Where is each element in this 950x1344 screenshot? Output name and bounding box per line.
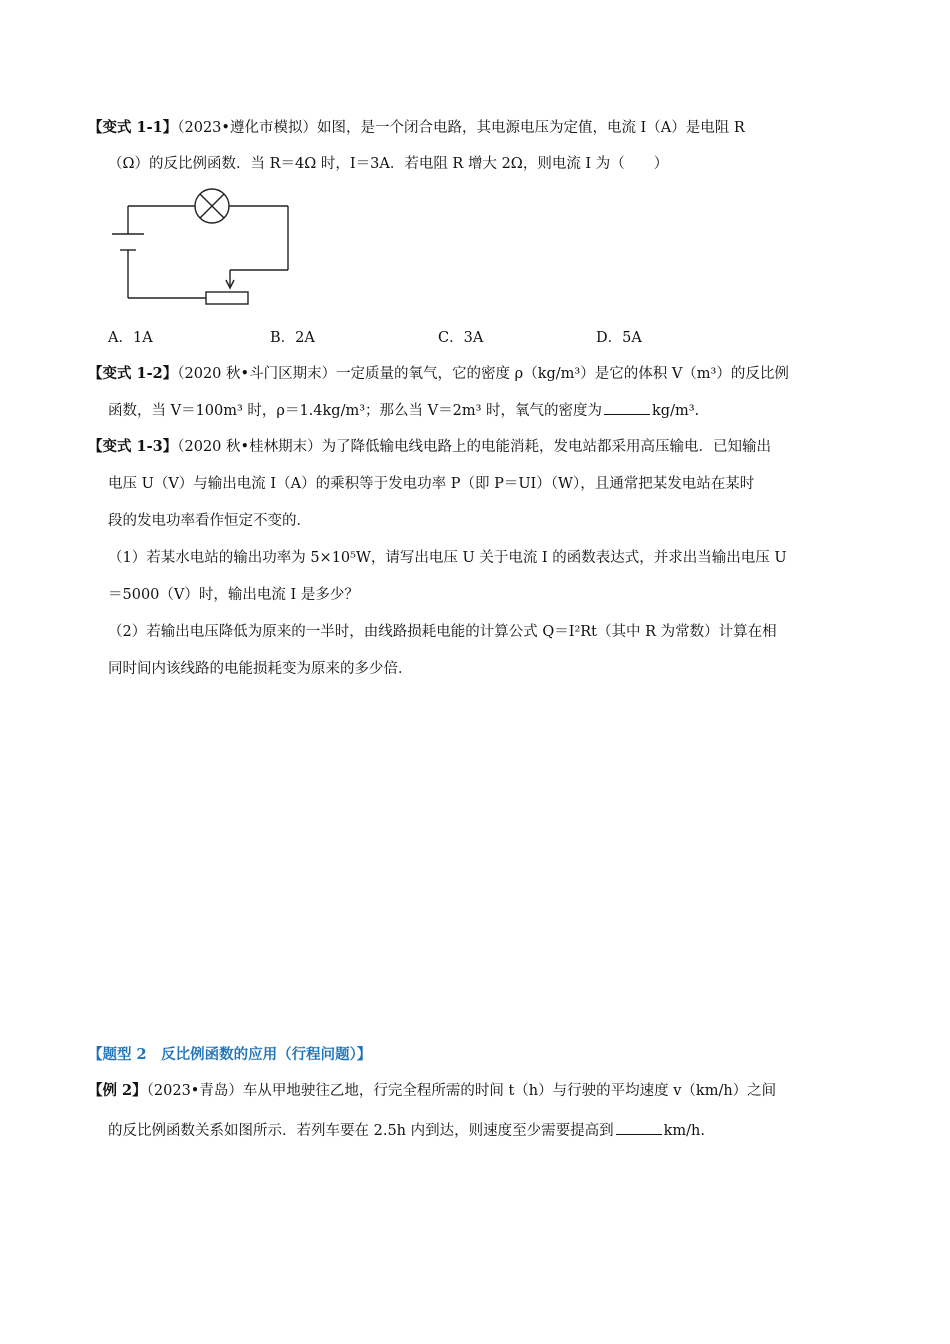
rheostat-icon (206, 292, 248, 304)
variant-1-3-question-1a: （1）若某水电站的输出功率为 5×10⁵W，请写出电压 U 关于电流 I 的函数表达式，并求出当输出电压 U (108, 550, 787, 566)
variant-1-2-text-2a: 函数，当 V＝100m³ 时，ρ＝1.4kg/m³；那么当 V＝2m³ 时，氧气的密度为 (108, 403, 603, 419)
option-b[interactable]: B．2A (270, 330, 315, 346)
variant-1-3-tag: 【变式 1-3】 (88, 438, 178, 455)
variant-1-1-line-1 (88, 118, 745, 138)
circuit-diagram (108, 186, 298, 308)
example-2-text-1: （2023•青岛）车从甲地驶往乙地，行完全程所需的时间 t（h）与行驶的平均速度 v（km/h）之间 (146, 1083, 777, 1099)
option-a[interactable]: A．1A (108, 330, 153, 346)
variant-1-3-question-2b: 同时间内该线路的电能损耗变为原来的多少倍． (108, 661, 413, 677)
variant-1-3-line-3: 段的发电功率看作恒定不变的． (108, 513, 311, 529)
variant-1-2-line-2 (108, 400, 699, 421)
variant-1-3-line-1 (88, 437, 771, 457)
variant-1-2-text-2b: kg/m³. (652, 403, 700, 419)
variant-1-2-tag: 【变式 1-2】 (88, 365, 178, 382)
example-2-tag: 【例 2】 (88, 1082, 147, 1099)
section-heading: 【题型 2 反比例函数的应用（行程问题）】 (88, 1046, 372, 1063)
example-2-text-2a: 的反比例函数关系如图所示．若列车要在 2.5h 内到达，则速度至少需要提高到 (108, 1123, 614, 1139)
option-d[interactable]: D．5A (596, 330, 642, 346)
example-2-line-2 (108, 1120, 705, 1141)
variant-1-2-line-1 (88, 364, 789, 384)
variant-1-1-line-2: （Ω）的反比例函数．当 R＝4Ω 时，I＝3A．若电阻 R 增大 2Ω，则电流 I 为（ ） (108, 156, 669, 172)
variant-1-2-text-1: （2020 秋•斗门区期末）一定质量的氧气，它的密度 ρ（kg/m³）是它的体积 V（m³）的反比例 (177, 366, 789, 382)
answer-blank[interactable] (604, 400, 650, 415)
option-c[interactable]: C．3A (438, 330, 484, 346)
variant-1-3-line-2: 电压 U（V）与输出电流 I（A）的乘积等于发电功率 P（即 P＝UI）（W），且通常把某发电站在某时 (108, 476, 755, 492)
variant-1-3-text-1: （2020 秋•桂林期末）为了降低输电线电路上的电能消耗，发电站都采用高压输电．已知输出 (177, 439, 772, 455)
example-2-line-1 (88, 1081, 776, 1101)
answer-blank-2[interactable] (616, 1120, 662, 1135)
example-2-text-2b: km/h. (663, 1123, 705, 1139)
variant-1-3-question-1b: ＝5000（V）时，输出电流 I 是多少？ (108, 587, 359, 603)
variant-1-1-tag: 【变式 1-1】 (88, 119, 178, 136)
variant-1-1-text-1: （2023•遵化市模拟）如图，是一个闭合电路，其电源电压为定值，电流 I（A）是电阻 R (177, 120, 745, 136)
variant-1-3-question-2a: （2）若输出电压降低为原来的一半时，由线路损耗电能的计算公式 Q＝I²Rt（其中 R 为常数）计算在相 (108, 624, 777, 640)
